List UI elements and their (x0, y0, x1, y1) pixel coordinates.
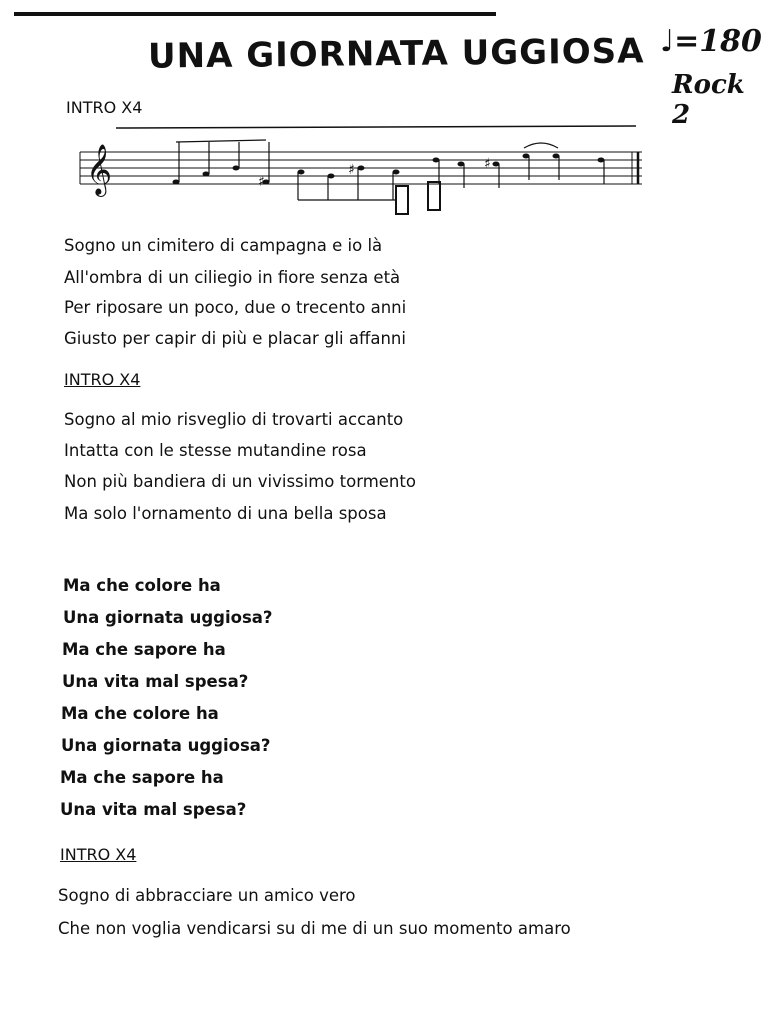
chorus-line: Una giornata uggiosa? (61, 736, 271, 755)
tempo-marking: ♩=180 (660, 24, 762, 59)
lyric-line: Non più bandiera di un vivissimo tormento (64, 472, 416, 491)
lyric-line: Intatta con le stesse mutandine rosa (64, 441, 367, 460)
intro-label-2: INTRO X4 (64, 370, 141, 389)
lyric-line: Per riposare un poco, due o trecento anni (64, 298, 407, 317)
lyric-line: Sogno al mio risveglio di trovarti accanto (64, 410, 404, 429)
music-staff (76, 124, 646, 224)
lyric-line: Giusto per capir di più e placar gli affanni (64, 329, 406, 348)
lyric-line: Che non voglia vendicarsi su di me di un suo momento amaro (58, 919, 571, 938)
song-title: UNA GIORNATA UGGIOSA (147, 31, 645, 77)
intro-label-3: INTRO X4 (60, 845, 137, 864)
top-rule (14, 12, 496, 16)
svg-text:♯: ♯ (484, 156, 491, 172)
svg-text:𝄞: 𝄞 (86, 144, 113, 195)
chorus-line: Ma che colore ha (63, 576, 221, 595)
chorus-line: Una vita mal spesa? (60, 800, 247, 819)
svg-text:♯: ♯ (348, 162, 355, 178)
chorus-line: Una vita mal spesa? (62, 672, 249, 691)
svg-text:♯: ♯ (258, 174, 265, 190)
chorus-line: Ma che sapore ha (62, 640, 226, 659)
style-marking: Rock 2 (672, 70, 745, 130)
lyric-line: Sogno di abbracciare un amico vero (58, 886, 356, 905)
lyric-line: Ma solo l'ornamento di una bella sposa (64, 504, 387, 523)
lyric-line: All'ombra di un ciliegio in fiore senza età (64, 268, 401, 287)
chorus-line: Ma che colore ha (61, 704, 219, 723)
intro-label-1: INTRO X4 (66, 98, 143, 117)
chorus-line: Ma che sapore ha (60, 768, 224, 787)
chorus-line: Una giornata uggiosa? (63, 608, 273, 627)
lyric-line: Sogno un cimitero di campagna e io là (64, 236, 383, 255)
